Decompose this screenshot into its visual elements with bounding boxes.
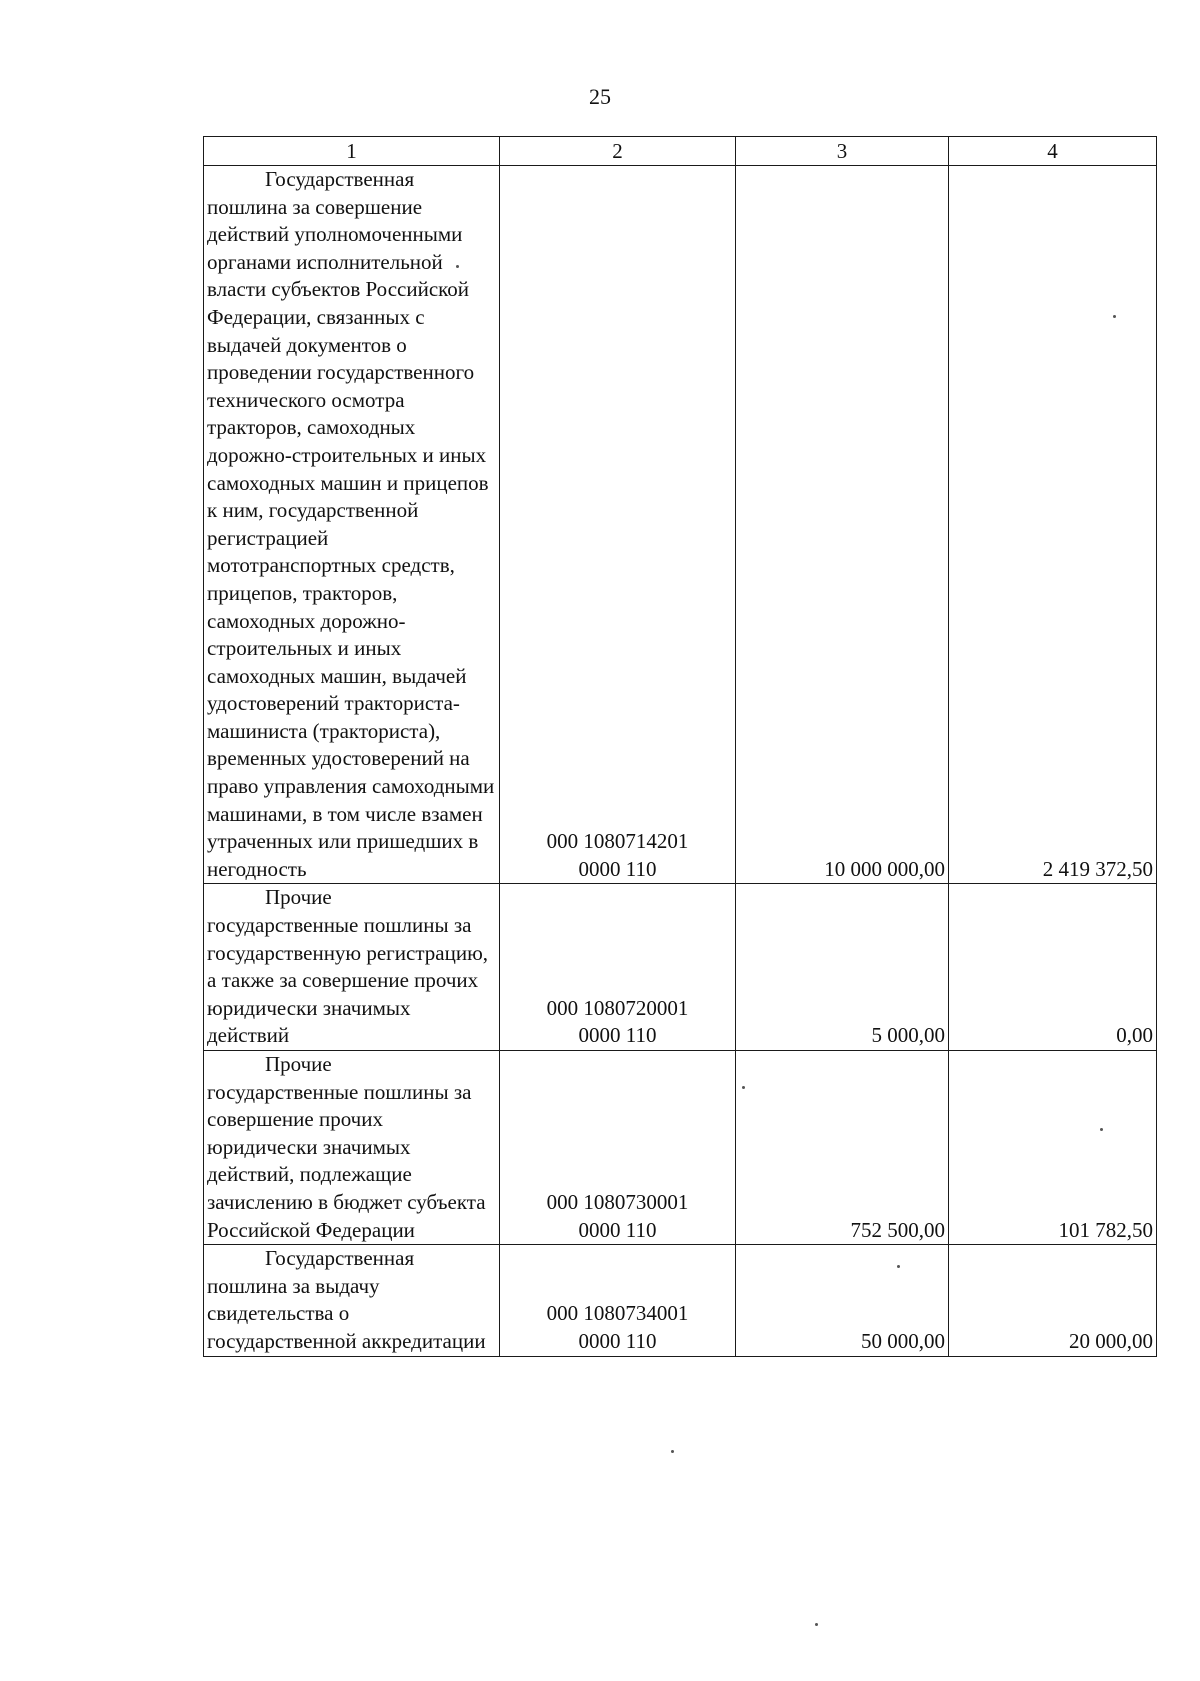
budget-code-line-2: 0000 110 <box>578 1328 657 1353</box>
column-header-3: 3 <box>736 137 949 166</box>
table-row <box>204 166 1157 884</box>
actual-amount-cell: 101 782,50 <box>949 1051 1157 1245</box>
actual-amount-cell: 2 419 372,50 <box>949 166 1157 884</box>
column-header-1: 1 <box>204 137 500 166</box>
budget-code-cell <box>500 1051 736 1245</box>
budget-code-line-2: 0000 110 <box>578 1023 657 1048</box>
budget-code-cell <box>500 884 736 1051</box>
revenue-table <box>203 136 1157 1357</box>
plan-amount-cell: 5 000,00 <box>736 884 949 1051</box>
budget-code-line-2: 0000 110 <box>578 1217 657 1242</box>
scan-speck <box>671 1450 674 1453</box>
revenue-name-cell <box>204 884 500 1051</box>
scan-speck <box>1100 1128 1103 1131</box>
column-number-row <box>204 137 1157 166</box>
revenue-name-first-line: Государственная <box>265 167 415 191</box>
budget-code-line-1: 000 1080720001 <box>546 995 689 1020</box>
scan-speck <box>1113 315 1116 318</box>
revenue-name-rest: пошлина за выдачу свидетельства о государственной аккредитации <box>207 1273 486 1353</box>
revenue-name-first-line: Прочие <box>265 1052 332 1076</box>
revenue-name-cell <box>204 166 500 884</box>
table-row <box>204 1051 1157 1245</box>
scan-speck <box>742 1086 745 1089</box>
table-row <box>204 1245 1157 1356</box>
revenue-name-rest: пошлина за совершение действий уполномоченными органами исполнительной власти субъектов Российской Федерации, связанных с выдачей документов о проведении государственного технического осмотра тракторов, самоходных дорожно-строительных и иных самоходных машин и прицепов к ним, государственной регистрацией мототранспортных средств, прицепов, тракторов, самоходных дорожно-строительных и иных самоходных машин, выдачей удостоверений тракториста-машиниста (тракториста), временных удостоверений на право управления самоходными машинами, в том числе взамен утраченных или пришедших в негодность <box>207 194 495 881</box>
budget-code-cell <box>500 1245 736 1356</box>
budget-code-line-2: 0000 110 <box>578 856 657 881</box>
plan-amount-cell: 10 000 000,00 <box>736 166 949 884</box>
column-header-4: 4 <box>949 137 1157 166</box>
budget-code-line-1: 000 1080734001 <box>546 1301 689 1326</box>
table-row <box>204 884 1157 1051</box>
scan-speck <box>456 265 459 268</box>
revenue-name-rest: государственные пошлины за совершение прочих юридически значимых действий, подлежащие зачислению в бюджет субъекта Российской Федерации <box>207 1079 486 1242</box>
actual-amount-cell: 20 000,00 <box>949 1245 1157 1356</box>
plan-amount-cell: 752 500,00 <box>736 1051 949 1245</box>
revenue-name-first-line: Государственная <box>265 1246 415 1271</box>
budget-code-cell <box>500 166 736 884</box>
column-header-2: 2 <box>500 137 736 166</box>
budget-code-line-1: 000 1080730001 <box>546 1189 689 1214</box>
revenue-name-cell <box>204 1051 500 1245</box>
revenue-name-rest: государственные пошлины за государственную регистрацию, а также за совершение прочих юридически значимых действий <box>207 913 489 1048</box>
page-number: 25 <box>589 84 611 109</box>
scan-speck <box>897 1265 900 1268</box>
budget-code-line-1: 000 1080714201 <box>546 829 689 854</box>
plan-amount-cell: 50 000,00 <box>736 1245 949 1356</box>
actual-amount-cell: 0,00 <box>949 884 1157 1051</box>
revenue-name-cell <box>204 1245 500 1356</box>
scan-speck <box>815 1623 818 1626</box>
revenue-name-first-line: Прочие <box>265 885 332 910</box>
